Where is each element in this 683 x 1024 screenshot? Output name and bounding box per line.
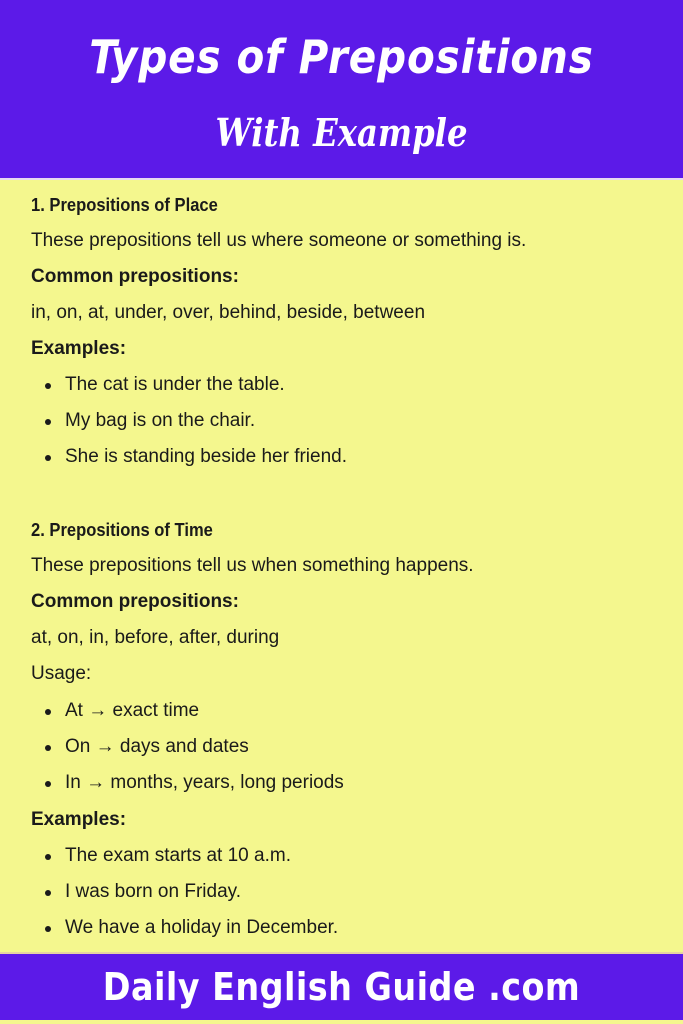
common-prepositions-label: Common prepositions:	[31, 591, 239, 612]
bullet-icon	[45, 854, 51, 860]
page-subtitle: With Example	[215, 110, 468, 155]
site-name: Daily English Guide .com	[102, 965, 581, 1009]
bullet-icon	[45, 383, 51, 389]
usage-label: Usage:	[31, 663, 92, 684]
section-heading-place: 1. Prepositions of Place	[31, 195, 218, 215]
bullet-icon	[45, 781, 51, 787]
common-prepositions-list: in, on, at, under, over, behind, beside, between	[31, 302, 426, 323]
bottom-strip	[0, 1020, 683, 1024]
page-title: Types of Prepositions	[89, 30, 594, 84]
header-banner	[0, 0, 683, 180]
examples-label: Examples:	[31, 809, 127, 830]
bullet-icon	[45, 745, 51, 751]
section-description: These prepositions tell us where someone or something is.	[31, 230, 527, 251]
common-prepositions-label: Common prepositions:	[31, 266, 239, 287]
common-prepositions-list: at, on, in, before, after, during	[31, 627, 280, 648]
bullet-icon	[45, 419, 51, 425]
bullet-icon	[45, 926, 51, 932]
section-heading-time: 2. Prepositions of Time	[31, 520, 213, 540]
bullet-icon	[45, 890, 51, 896]
section-description: These prepositions tell us when something happens.	[31, 555, 474, 576]
examples-label: Examples:	[31, 338, 127, 359]
bullet-icon	[45, 455, 51, 461]
bullet-icon	[45, 709, 51, 715]
footer-banner	[0, 952, 683, 1020]
